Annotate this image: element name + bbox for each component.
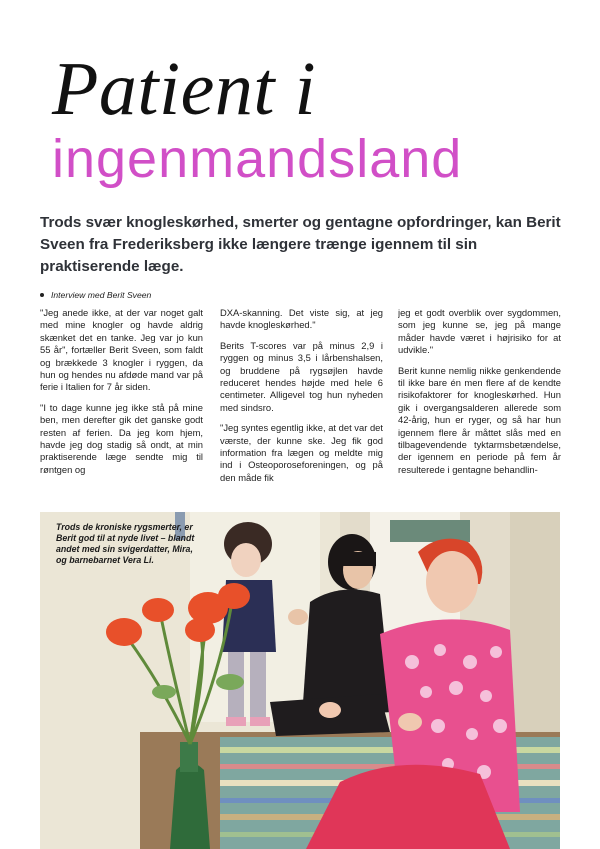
- byline: [40, 290, 151, 300]
- text-column-1: [40, 307, 203, 489]
- text-column-3: [398, 307, 561, 489]
- paragraph: DXA-skanning. Det viste sig, at jeg havde knogleskørhed.": [220, 307, 383, 331]
- byline-text: Interview med Berit Sveen: [51, 290, 152, 300]
- headline-line-1: Patient i: [52, 47, 317, 131]
- headline-line-2: ingenmandsland: [52, 129, 463, 189]
- lead-paragraph: Trods svær knogleskørhed, smerter og gentagne opfordringer, kan Berit Sveen fra Frederiksberg ikke længere trænge igennem til sin praktiserende læge.: [40, 214, 561, 275]
- paragraph: "Jeg syntes egentlig ikke, at det var det værste, der kunne ske. Jeg fik god information fra lægen og meldte mig ind i Osteoporoseforeningen, og på den måde fik: [220, 422, 383, 483]
- paragraph: "I to dage kunne jeg ikke stå på mine ben, men derefter gik det ganske godt resten af ferien. Da jeg kom hjem, havde jeg dog stadig så ondt, at min praktiserende læge sendte mig til røntgen og: [40, 401, 203, 475]
- photo-caption: Trods de kroniske rygsmerter, er Berit god til at nyde livet – blandt andet med sin svigerdatter, Mira, og barnebarnet Vera Li.: [56, 522, 195, 565]
- paragraph: jeg et godt overblik over sygdommen, som jeg kunne se, jeg på mange måder havde været i højrisiko for at udvikle.": [398, 307, 561, 356]
- article-photo: [40, 512, 560, 849]
- bullet-icon: [40, 293, 44, 297]
- paragraph: Berits T-scores var på minus 2,9 i ryggen og minus 3,5 i lårbenshalsen, og bruddene på rygsøjlen havde reduceret hendes højde med hele 6 centimeter. Alligevel tog hun nyheden med sindsro.: [220, 339, 383, 413]
- paragraph: "Jeg anede ikke, at der var noget galt med mine knogler og havde aldrig skænket det en tanke. Jeg var jo kun 55 år", fortæller Berit Sveen, som faldt og brækkede 3 knogler i ryggen, da hun og hendes nu afdøde mand var på ferie i Italien for 7 år siden.: [40, 307, 203, 393]
- paragraph: Berit kunne nemlig nikke genkendende til ikke bare én men flere af de kendte risikofaktorer for knogleskørhed. Hun gik i overgangsalderen allerede som 42-årig, hun er ryger, og så har hun igennem flere år måttet slås med en tilbagevendende tyktarmsbetændelse, der igennem en periode på fem år resulterede i gentagne behandlin-: [398, 364, 561, 475]
- text-column-2: [220, 307, 383, 489]
